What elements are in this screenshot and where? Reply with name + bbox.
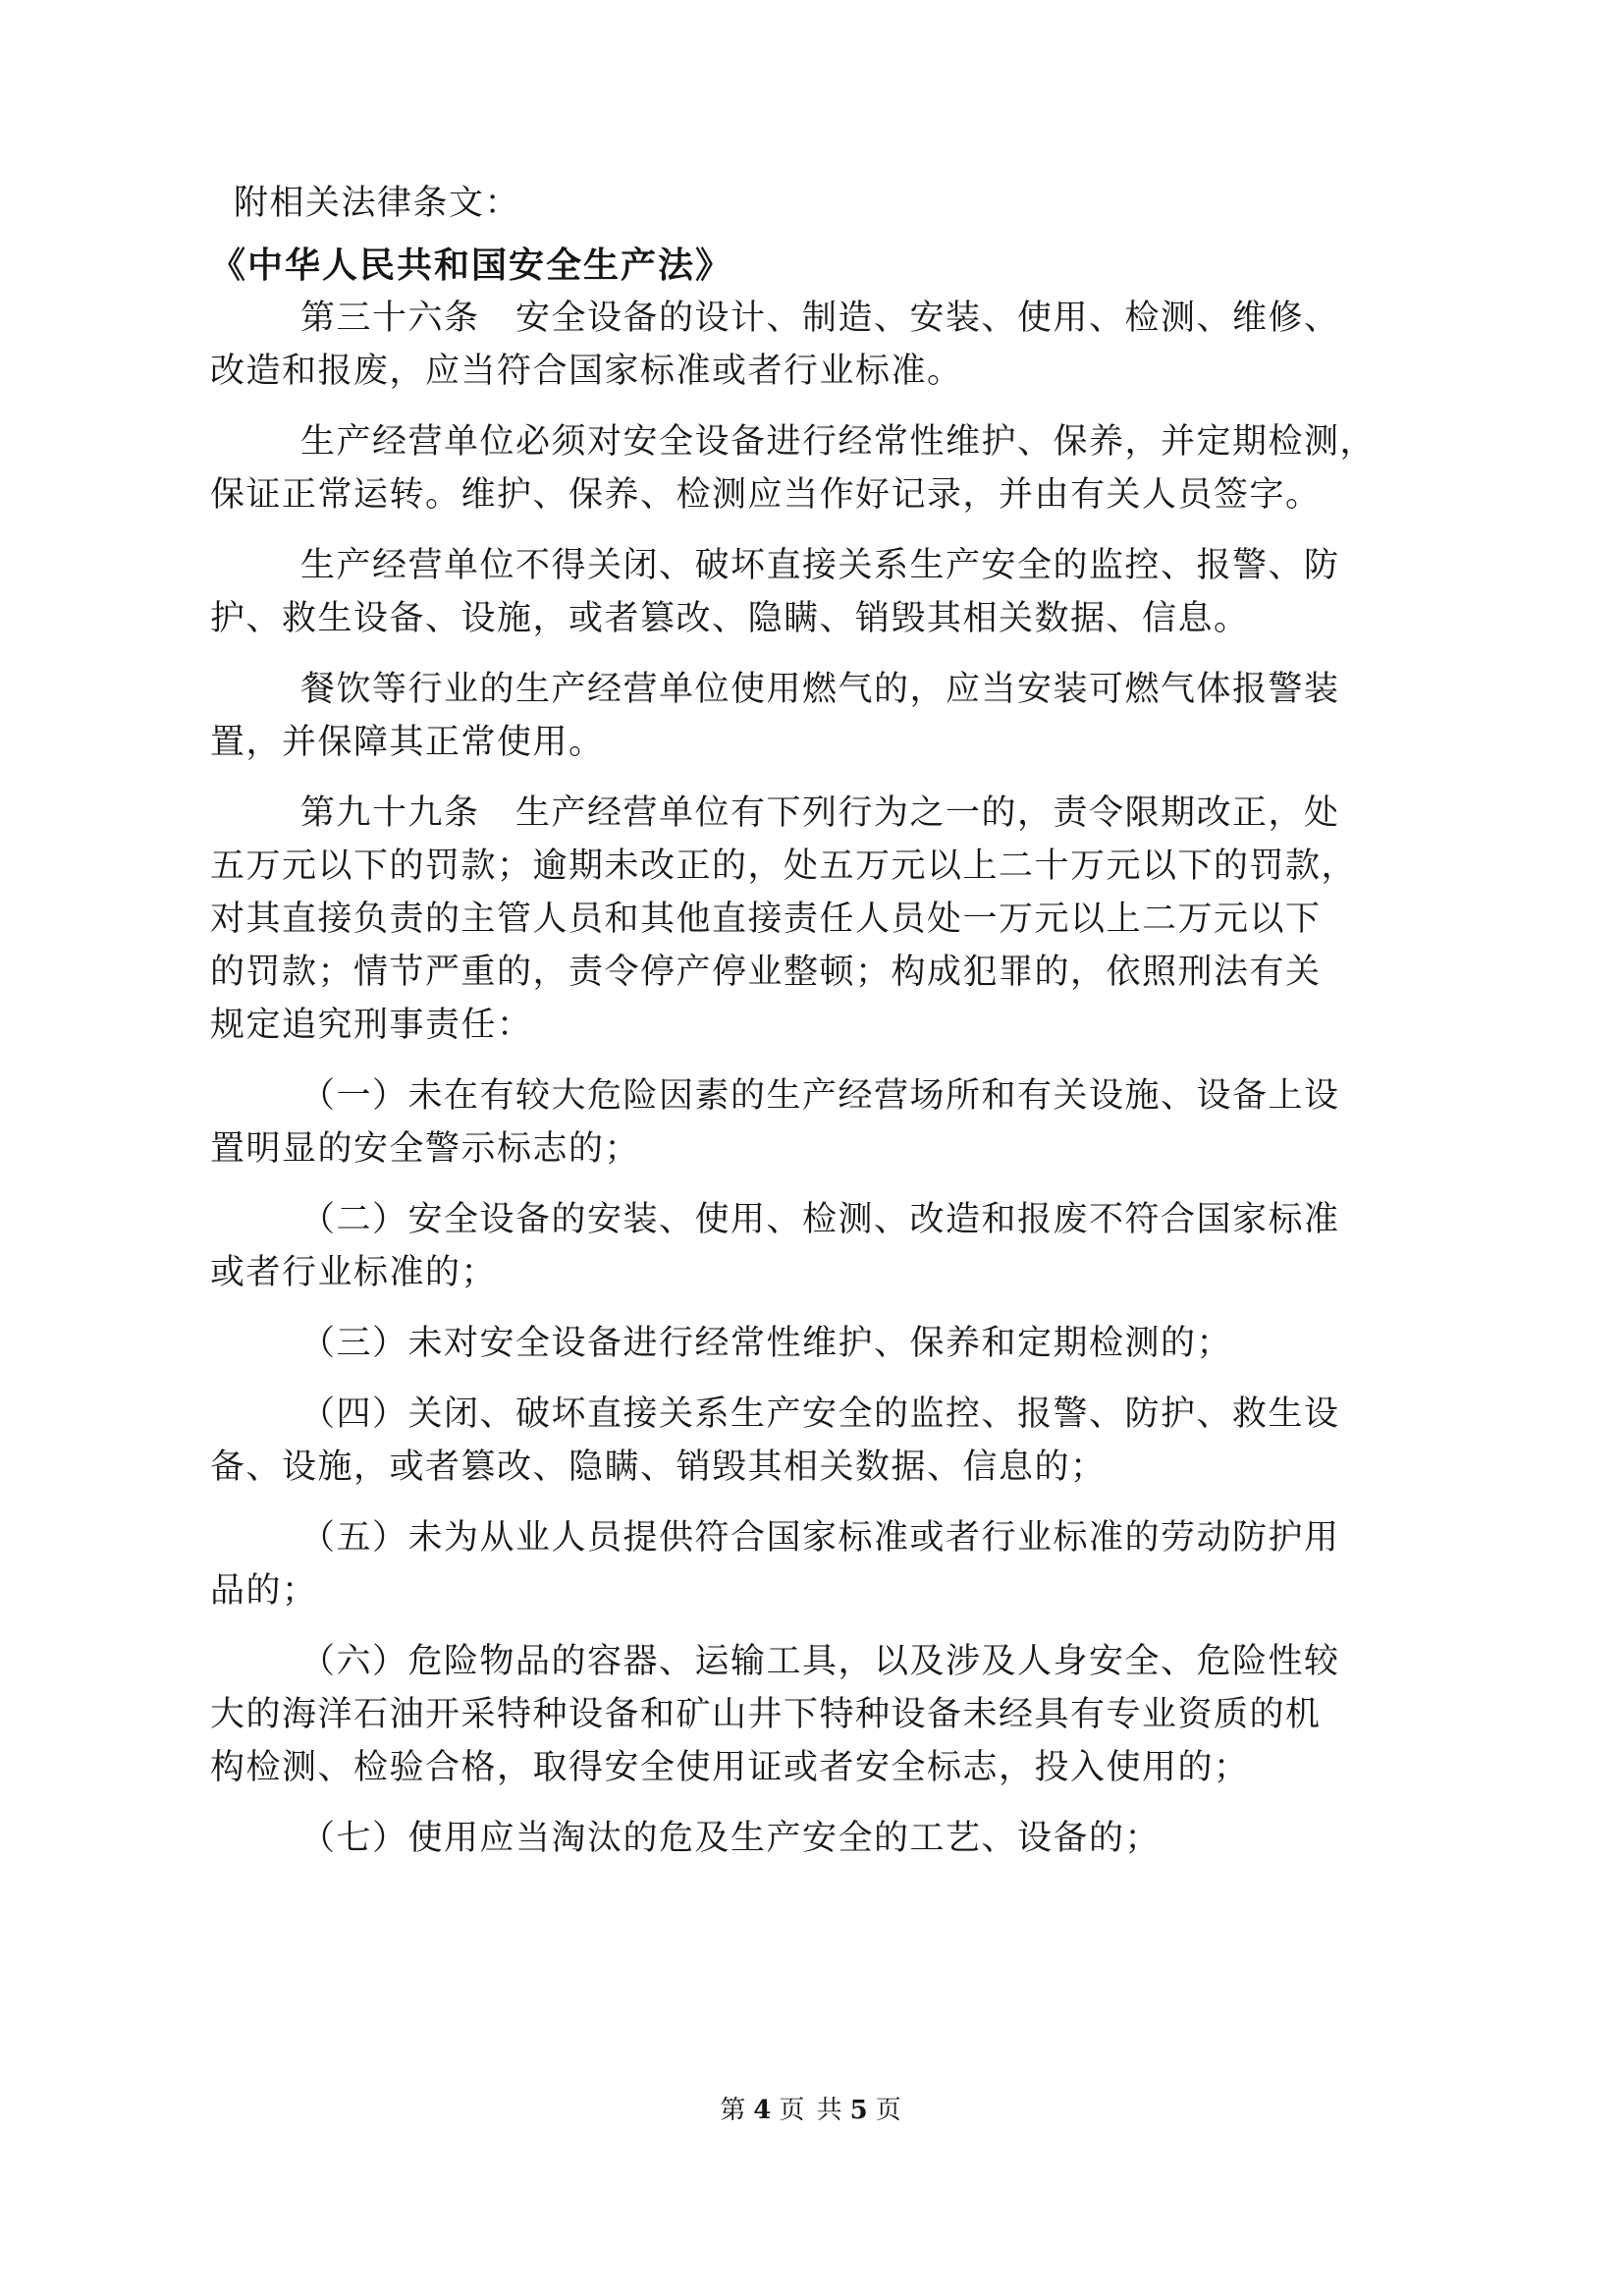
paragraph xyxy=(210,663,1418,769)
paragraph-line: 品的； xyxy=(210,1571,318,1611)
paragraph-line: 规定追究刑事责任： xyxy=(210,1006,533,1045)
paragraph-line: 第九十九条 生产经营单位有下列行为之一的，责令限期改正，处 xyxy=(300,793,1340,833)
footer-prefix: 第 xyxy=(720,2096,748,2125)
footer-total-pages: 5 xyxy=(849,2096,870,2125)
paragraph xyxy=(210,1635,1418,1794)
paragraph xyxy=(210,539,1418,645)
paragraph-line: 对其直接负责的主管人员和其他直接责任人员处一万元以上二万元以下 xyxy=(210,900,1322,939)
paragraph xyxy=(210,1193,1418,1299)
paragraph-line: （五）未为从业人员提供符合国家标准或者行业标准的劳动防护用 xyxy=(300,1518,1340,1558)
paragraph-line: 置明显的安全警示标志的； xyxy=(210,1129,641,1169)
paragraph-line: 改造和报废，应当符合国家标准或者行业标准。 xyxy=(210,352,963,391)
paragraph xyxy=(210,1511,1418,1617)
paragraph-line: 大的海洋石油开采特种设备和矿山井下特种设备未经具有专业资质的机 xyxy=(210,1695,1322,1734)
paragraph-line: （二）安全设备的安装、使用、检测、改造和报废不符合国家标准 xyxy=(300,1200,1340,1239)
paragraph xyxy=(210,1317,1418,1370)
paragraph-line: （四）关闭、破坏直接关系生产安全的监控、报警、防护、救生设 xyxy=(300,1394,1340,1434)
paragraph-line: 备、设施，或者篡改、隐瞒、销毁其相关数据、信息的； xyxy=(210,1448,1107,1487)
paragraph xyxy=(210,1388,1418,1494)
paragraph-line: （三）未对安全设备进行经常性维护、保养和定期检测的； xyxy=(300,1324,1233,1363)
paragraph-line: 生产经营单位必须对安全设备进行经常性维护、保养，并定期检测， xyxy=(300,422,1377,462)
paragraph-list xyxy=(210,292,1418,1865)
paragraph-line: （六）危险物品的容器、运输工具，以及涉及人身安全、危险性较 xyxy=(300,1642,1340,1681)
intro-line: 附相关法律条文： xyxy=(234,184,521,223)
paragraph-line: 或者行业标准的； xyxy=(210,1253,498,1292)
paragraph-line: 五万元以下的罚款；逾期未改正的，处五万元以上二十万元以下的罚款， xyxy=(210,847,1358,886)
paragraph-line: 护、救生设备、设施，或者篡改、隐瞒、销毁其相关数据、信息。 xyxy=(210,599,1250,638)
paragraph xyxy=(210,1069,1418,1175)
page-footer xyxy=(0,2090,1623,2126)
paragraph-line: 的罚款；情节严重的，责令停产停业整顿；构成犯罪的，依照刑法有关 xyxy=(210,953,1322,992)
paragraph-line: （一）未在有较大危险因素的生产经营场所和有关设施、设备上设 xyxy=(300,1076,1340,1116)
paragraph-line: 保证正常运转。维护、保养、检测应当作好记录，并由有关人员签字。 xyxy=(210,475,1322,515)
footer-suffix: 页 xyxy=(875,2096,903,2125)
paragraph xyxy=(210,1812,1418,1865)
paragraph xyxy=(210,787,1418,1052)
law-title: 《中华人民共和国安全生产法》 xyxy=(210,245,733,286)
paragraph-line: 生产经营单位不得关闭、破坏直接关系生产安全的监控、报警、防 xyxy=(300,546,1340,585)
footer-page-number: 4 xyxy=(753,2096,774,2125)
footer-middle: 页 共 xyxy=(779,2096,844,2125)
paragraph-line: 第三十六条 安全设备的设计、制造、安装、使用、检测、维修、 xyxy=(300,299,1340,338)
paragraph-line: 餐饮等行业的生产经营单位使用燃气的，应当安装可燃气体报警装 xyxy=(300,670,1340,709)
document-body xyxy=(210,177,1418,1883)
paragraph-line: 置，并保障其正常使用。 xyxy=(210,723,605,762)
paragraph xyxy=(210,292,1418,398)
paragraph xyxy=(210,415,1418,521)
paragraph-line: 构检测、检验合格，取得安全使用证或者安全标志，投入使用的； xyxy=(210,1748,1250,1787)
paragraph-line: （七）使用应当淘汰的危及生产安全的工艺、设备的； xyxy=(300,1819,1162,1858)
